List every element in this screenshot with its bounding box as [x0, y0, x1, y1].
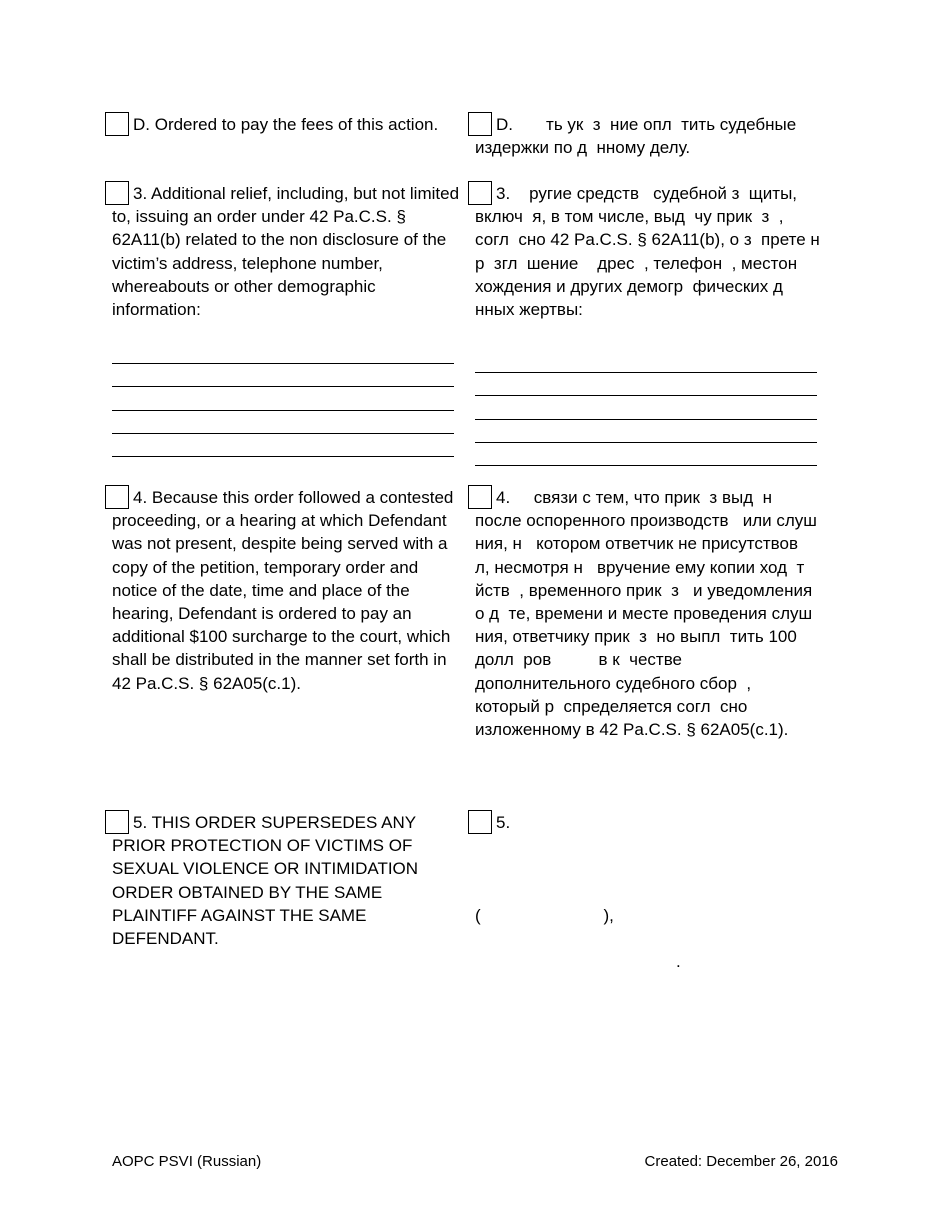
blank-line[interactable] [112, 434, 454, 457]
ru-item-5 [475, 810, 820, 834]
checkbox-ru-item-3[interactable] [468, 181, 492, 205]
ru-item-5-dot: . [676, 952, 681, 971]
ru-item-4 [475, 485, 827, 741]
en-item-4 [112, 485, 462, 695]
blank-line[interactable] [112, 387, 454, 410]
blank-line[interactable] [112, 341, 454, 364]
en-item-d [112, 112, 462, 136]
footer-created-date: Created: December 26, 2016 [644, 1153, 838, 1170]
ru-item-5-number: 5. [496, 813, 511, 832]
en-item-5 [112, 810, 462, 950]
blank-line[interactable] [112, 411, 454, 434]
en-item-d-text: D. Ordered to pay the fees of this action. [133, 115, 439, 134]
blank-line[interactable] [475, 373, 817, 396]
blank-line[interactable] [475, 443, 817, 466]
checkbox-en-item-4[interactable] [105, 485, 129, 509]
blank-line[interactable] [112, 364, 454, 387]
ru-item-4-text: 4. связи с тем, что прик з выд н после оспоренного производств или слуш ния, н котором ответчик не присутствов л, несмотря н вручение ему копии ход т йств , временного прик з и уведомления о д те, времени и месте проведения слуш ния, ответчику прик з но выпл тить 100 долл ров в к честве дополнительного судебного сбор , который р спределяется согл сно изложенному в 42 Pa.C.S. § 62A05(c.1). [475, 488, 827, 740]
ru-item-3 [475, 181, 834, 321]
en-blank-lines[interactable] [112, 341, 454, 457]
ru-item-d [475, 112, 820, 159]
en-item-3-text: 3. Additional relief, including, but not limited to, issuing an order under 42 Pa.C.S. § 62A11(b) related to the non disclosure of the victim’s address, telephone number, whereabouts or other demographic information: [112, 184, 460, 320]
blank-line[interactable] [475, 350, 817, 373]
blank-line[interactable] [475, 396, 817, 419]
ru-item-3-text: 3. ругие средств судебной з щиты, включ я, в том числе, выд чу прик з , согл сно 42 Pa.C.S. § 62A11(b), о з прете н р згл шение дрес , телефон , местон хождения и других демогр фических д нных жертвы: [475, 184, 834, 320]
blank-line[interactable] [475, 420, 817, 443]
ru-item-5-paren: ( ), [475, 906, 614, 925]
checkbox-ru-item-5[interactable] [468, 810, 492, 834]
checkbox-en-item-d[interactable] [105, 112, 129, 136]
checkbox-ru-item-4[interactable] [468, 485, 492, 509]
en-item-3 [112, 181, 462, 321]
en-item-4-text: 4. Because this order followed a contested proceeding, or a hearing at which Defendant was not present, despite being served with a copy of the petition, temporary order and notice of the date, time and place of the hearing, Defendant is ordered to pay an additional $100 surcharge to the court, which shall be distributed in the manner set forth in 42 Pa.C.S. § 62A05(c.1). [112, 488, 454, 693]
checkbox-ru-item-d[interactable] [468, 112, 492, 136]
footer-form-id: AOPC PSVI (Russian) [112, 1153, 262, 1170]
ru-blank-lines[interactable] [475, 350, 817, 466]
ru-item-d-text: D. ть ук з ние опл тить судебные издержки по д нному делу. [475, 115, 801, 158]
checkbox-en-item-3[interactable] [105, 181, 129, 205]
checkbox-en-item-5[interactable] [105, 810, 129, 834]
en-item-5-text: 5. THIS ORDER SUPERSEDES ANY PRIOR PROTECTION OF VICTIMS OF SEXUAL VIOLENCE OR INTIMIDATION ORDER OBTAINED BY THE SAME PLAINTIFF AGAINST THE SAME DEFENDANT. [112, 813, 419, 949]
